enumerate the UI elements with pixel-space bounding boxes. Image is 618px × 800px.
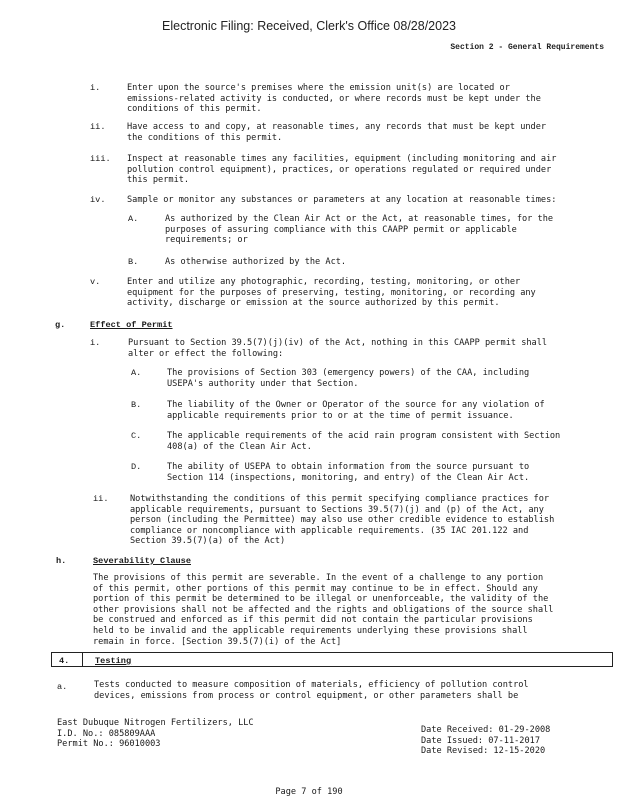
electronic-filing-banner: Electronic Filing: Received, Clerk's Office 08/28/2023: [162, 19, 456, 33]
item-number-i: i.: [90, 83, 101, 93]
item-text-i: Enter upon the source's premises where the emission unit(s) are located or emissions-related activity is conducted, or where records must be kept under the conditions of this permit.: [127, 83, 541, 115]
section-g-heading: Effect of Permit: [90, 320, 173, 330]
item-number-iii: iii.: [90, 154, 111, 164]
g-item-text-ii: Notwithstanding the conditions of this permit specifying compliance practices for applicable requirements, pursuant to Sections 39.5(7)(j) and (p) of the Act, any person (including the Permittee) may also use other credible evidence to establish compliance or noncompliance with applicable requirements. (35 IAC 201.122 and Section 39.5(7)(a) of the Act): [130, 494, 555, 547]
testing-heading: Testing: [95, 656, 132, 666]
g-item-text-i: Pursuant to Section 39.5(7)(j)(iv) of the Act, nothing in this CAAPP permit shall alter or effect the following:: [128, 338, 548, 359]
subitem-letter-iv-b: B.: [128, 257, 139, 267]
testing-section-number: 4.: [59, 656, 70, 666]
g-item-number-i: i.: [90, 338, 101, 348]
testing-item-text-a: Tests conducted to measure composition of materials, efficiency of pollution control devices, emissions from process or control equipment, or other parameters shall be: [94, 680, 529, 701]
footer-dates: Date Received: 01-29-2008 Date Issued: 07-11-2017 Date Revised: 12-15-2020: [421, 725, 551, 757]
subitem-letter-iv-a: A.: [128, 214, 139, 224]
g-subitem-letter-b: B.: [131, 400, 142, 410]
section-h-heading: Severability Clause: [93, 556, 191, 566]
testing-heading-box: [51, 652, 613, 667]
section-g-letter: g.: [55, 320, 66, 330]
testing-item-letter-a: a.: [57, 682, 68, 692]
item-number-iv: iv.: [90, 195, 106, 205]
g-subitem-letter-d: D.: [131, 462, 142, 472]
footer-facility-info: East Dubuque Nitrogen Fertilizers, LLC I.D. No.: 085809AAA Permit No.: 96010003: [57, 718, 254, 750]
g-item-number-ii: ii.: [93, 494, 109, 504]
severability-paragraph: The provisions of this permit are severable. In the event of a challenge to any portion of this permit, other portions of this permit may continue to be in effect. Should any portion of this permit be determined to be illegal or unenforceable, the validity of the other provisions shall not be affected and the rights and obligations of the source shall be construed and enforced as if this permit did not contain the particular provisions held to be invalid and the applicable requirements underlying these provisions shall remain in force. [Section 39.5(7)(i) of the Act]: [93, 573, 554, 647]
item-text-ii: Have access to and copy, at reasonable times, any records that must be kept under the conditions of this permit.: [127, 122, 547, 143]
item-number-v: v.: [90, 277, 101, 287]
g-subitem-text-b: The liability of the Owner or Operator of the source for any violation of applicable requirements prior to or at the time of permit issuance.: [167, 400, 545, 421]
item-number-ii: ii.: [90, 122, 106, 132]
item-text-v: Enter and utilize any photographic, recording, testing, monitoring, or other equipment for the purposes of preserving, testing, monitoring, or recording any activity, discharge or emission at the source authorized by this permit.: [127, 277, 536, 309]
page-number: Page 7 of 190: [275, 787, 343, 797]
g-subitem-letter-a: A.: [131, 368, 142, 378]
testing-box-divider: [82, 653, 83, 666]
g-subitem-text-d: The ability of USEPA to obtain information from the source pursuant to Section 114 (inspections, monitoring, and entry) of the Clean Air Act.: [167, 462, 530, 483]
section-h-letter: h.: [56, 556, 67, 566]
subitem-text-iv-a: As authorized by the Clean Air Act or the Act, at reasonable times, for the purposes of assuring compliance with this CAAPP permit or applicable requirements; or: [165, 214, 554, 246]
g-subitem-text-c: The applicable requirements of the acid rain program consistent with Section 408(a) of the Clean Air Act.: [167, 431, 561, 452]
g-subitem-text-a: The provisions of Section 303 (emergency powers) of the CAA, including USEPA's authority under that Section.: [167, 368, 530, 389]
item-text-iv: Sample or monitor any substances or parameters at any location at reasonable times:: [127, 195, 557, 205]
subitem-text-iv-b: As otherwise authorized by the Act.: [165, 257, 347, 267]
section-header: Section 2 - General Requirements: [450, 43, 604, 52]
g-subitem-letter-c: C.: [131, 431, 142, 441]
item-text-iii: Inspect at reasonable times any facilities, equipment (including monitoring and air pollution control equipment), practices, or operations regulated or required under this permit.: [127, 154, 557, 186]
